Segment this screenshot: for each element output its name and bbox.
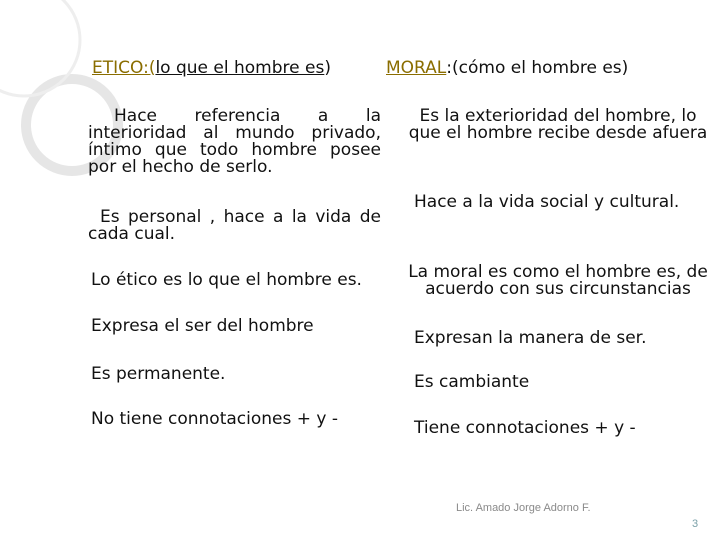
etico-item-5: Es permanente.	[91, 364, 226, 384]
etico-item-2: Es personal , hace a la vida de cada cual.	[88, 207, 381, 244]
moral-term: MORAL	[386, 58, 447, 78]
author-footer: Lic. Amado Jorge Adorno F.	[456, 502, 591, 514]
etico-heading	[92, 58, 331, 78]
etico-item-1: Hace referencia a la interioridad al mundo privado, íntimo que todo hombre posee por el hecho de serlo.	[88, 106, 381, 177]
moral-item-5: Es cambiante	[414, 372, 530, 392]
etico-item-6: No tiene connotaciones + y -	[91, 409, 338, 429]
etico-term: ETICO:(	[92, 58, 156, 78]
moral-heading	[386, 58, 628, 78]
moral-item-2: Hace a la vida social y cultural.	[414, 192, 680, 212]
etico-description: lo que el hombre es	[155, 58, 325, 78]
etico-item-3: Lo ético es lo que el hombre es.	[91, 270, 362, 290]
moral-item-6: Tiene connotaciones + y -	[414, 418, 636, 438]
moral-description: :(cómo el hombre es)	[446, 58, 629, 78]
etico-item-4: Expresa el ser del hombre	[91, 316, 314, 336]
page-number: 3	[692, 518, 699, 530]
etico-close: )	[324, 58, 331, 78]
moral-item-4: Expresan la manera de ser.	[414, 328, 647, 348]
moral-item-3: La moral es como el hombre es, de acuerdo con sus circunstancias	[408, 262, 708, 299]
moral-item-1: Es la exterioridad del hombre, lo que el hombre recibe desde afuera	[408, 106, 708, 143]
